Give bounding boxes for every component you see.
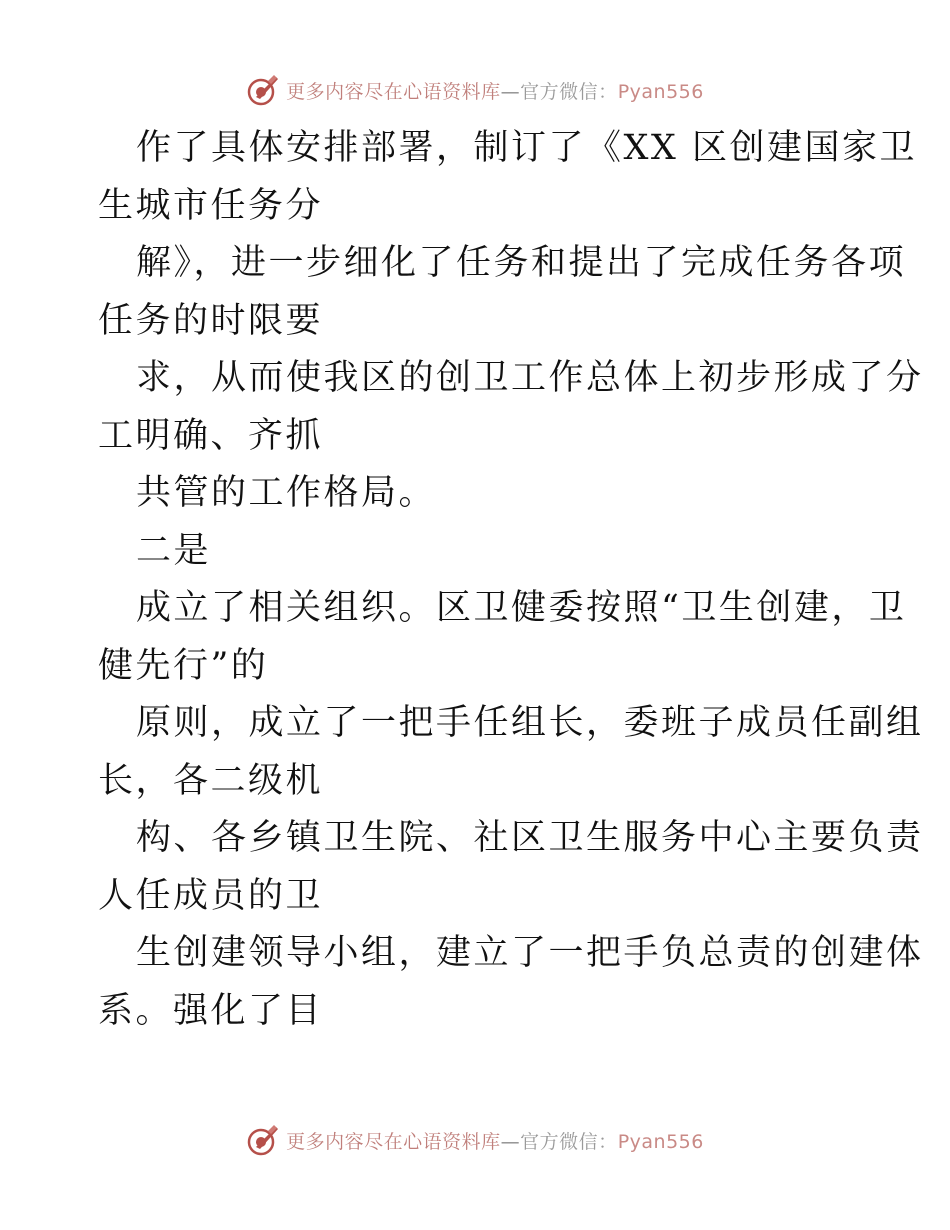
body-line: 系。强化了目 — [98, 990, 324, 1031]
feather-logo-icon — [246, 1123, 280, 1157]
body-line: 成立了相关组织。区卫健委按照“卫生创建，卫 — [136, 588, 907, 628]
feather-logo-icon — [246, 73, 280, 107]
body-line: 求，从而使我区的创卫工作总体上初步形成了分 — [136, 358, 924, 398]
body-line: 工明确、齐抓 — [98, 415, 324, 456]
body-line: 生创建领导小组，建立了一把手负总责的创建体 — [136, 933, 924, 973]
document-body — [98, 120, 924, 1040]
body-line: 生城市任务分 — [98, 185, 324, 226]
body-line: 作了具体安排部署，制订了《XX 区创建国家卫 — [136, 128, 917, 168]
body-line: 二是 — [136, 530, 212, 571]
watermark-text: 更多内容尽在心语资料库—官方微信：Pyan556 — [286, 80, 704, 103]
footer-watermark — [0, 1120, 950, 1160]
body-line: 任务的时限要 — [98, 300, 324, 341]
watermark-text: 更多内容尽在心语资料库—官方微信：Pyan556 — [286, 1130, 704, 1153]
body-line: 人任成员的卫 — [98, 875, 324, 916]
body-line: 构、各乡镇卫生院、社区卫生服务中心主要负责 — [136, 818, 924, 858]
body-line: 原则，成立了一把手任组长，委班子成员任副组 — [136, 703, 924, 743]
body-line: 解》，进一步细化了任务和提出了完成任务各项 — [136, 243, 907, 283]
body-line: 长，各二级机 — [98, 760, 324, 801]
body-line: 健先行”的 — [98, 645, 269, 686]
header-watermark — [0, 70, 950, 110]
body-line: 共管的工作格局。 — [136, 473, 437, 513]
